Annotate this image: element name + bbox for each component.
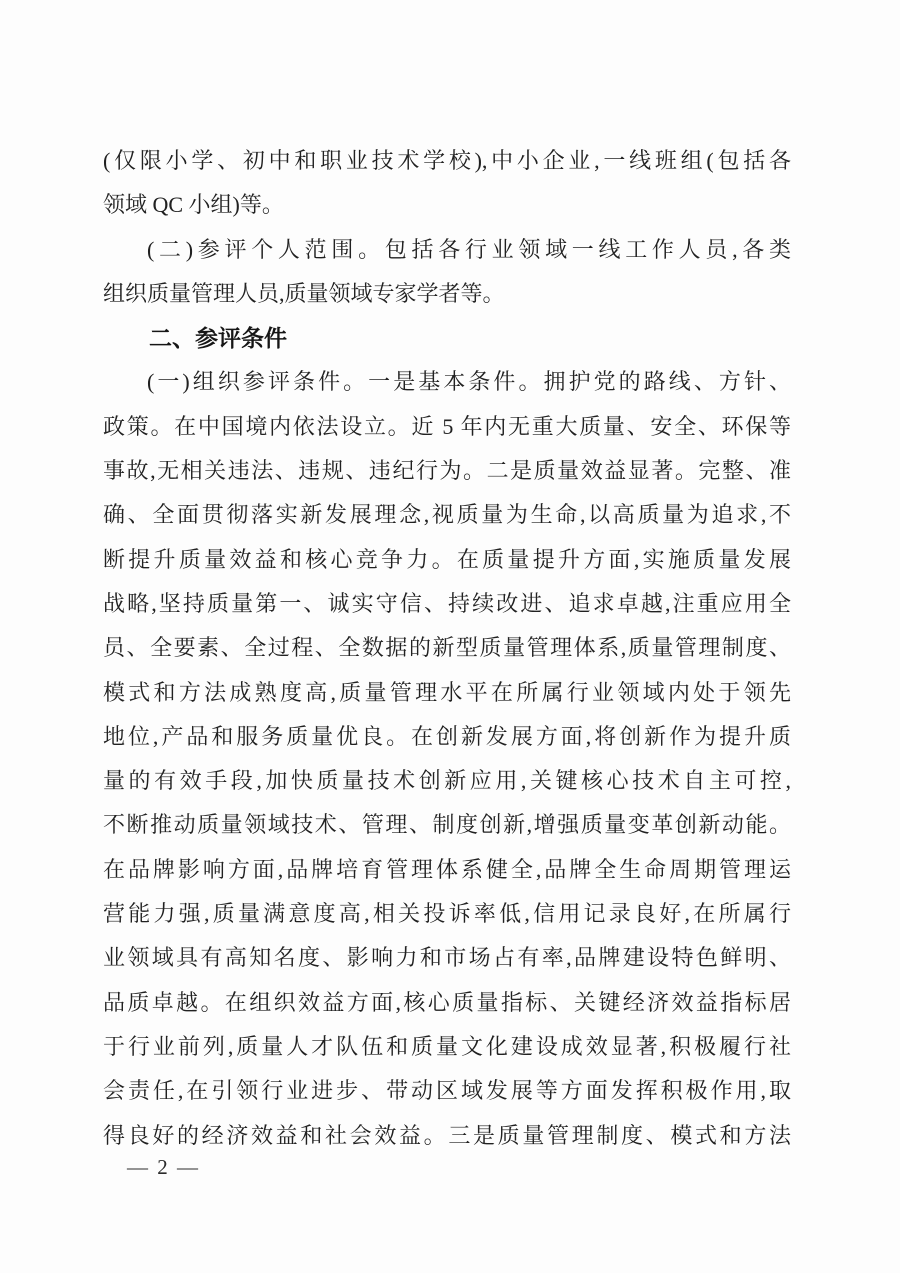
- text-line: 量的有效手段,加快质量技术创新应用,关键核心技术自主可控,: [103, 768, 791, 794]
- text-line: 模式和方法成熟度高,质量管理水平在所属行业领域内处于领先: [103, 679, 791, 705]
- document-body: [103, 139, 791, 1158]
- text-line: (一)组织参评条件。一是基本条件。拥护党的路线、方针、: [147, 369, 791, 395]
- text-line: 员、全要素、全过程、全数据的新型质量管理体系,质量管理制度、: [103, 635, 791, 661]
- text-line: 会责任,在引领行业进步、带动区域发展等方面发挥积极作用,取: [103, 1078, 791, 1104]
- text-line: 事故,无相关违法、违规、违纪行为。二是质量效益显著。完整、准: [103, 458, 791, 484]
- text-line: 政策。在中国境内依法设立。近 5 年内无重大质量、安全、环保等: [103, 413, 791, 439]
- text-line: 断提升质量效益和核心竞争力。在质量提升方面,实施质量发展: [103, 546, 791, 572]
- text-line: (仅限小学、初中和职业技术学校),中小企业,一线班组(包括各: [103, 148, 791, 173]
- text-line: 战略,坚持质量第一、诚实守信、持续改进、追求卓越,注重应用全: [103, 590, 791, 616]
- text-line: 领域 QC 小组)等。: [103, 192, 284, 218]
- text-line: (二)参评个人范围。包括各行业领域一线工作人员,各类: [147, 236, 791, 262]
- text-line: 业领域具有高知名度、影响力和市场占有率,品牌建设特色鲜明、: [103, 945, 791, 971]
- text-line: 得良好的经济效益和社会效益。三是质量管理制度、模式和方法: [103, 1122, 791, 1148]
- page-number: — 2 —: [127, 1155, 200, 1179]
- text-line: 于行业前列,质量人才队伍和质量文化建设成效显著,积极履行社: [103, 1033, 791, 1059]
- text-line: 地位,产品和服务质量优良。在创新发展方面,将创新作为提升质: [103, 723, 791, 749]
- text-line: 确、全面贯彻落实新发展理念,视质量为生命,以高质量为追求,不: [103, 502, 791, 528]
- text-line: 组织质量管理人员,质量领域专家学者等。: [103, 280, 505, 306]
- text-line: 不断推动质量领域技术、管理、制度创新,增强质量变革创新动能。: [103, 812, 791, 838]
- text-line: 品质卓越。在组织效益方面,核心质量指标、关键经济效益指标居: [103, 989, 791, 1015]
- text-line: 在品牌影响方面,品牌培育管理体系健全,品牌全生命周期管理运: [103, 856, 791, 882]
- text-line: 营能力强,质量满意度高,相关投诉率低,信用记录良好,在所属行: [103, 901, 791, 927]
- section-heading: 二、参评条件: [149, 325, 287, 352]
